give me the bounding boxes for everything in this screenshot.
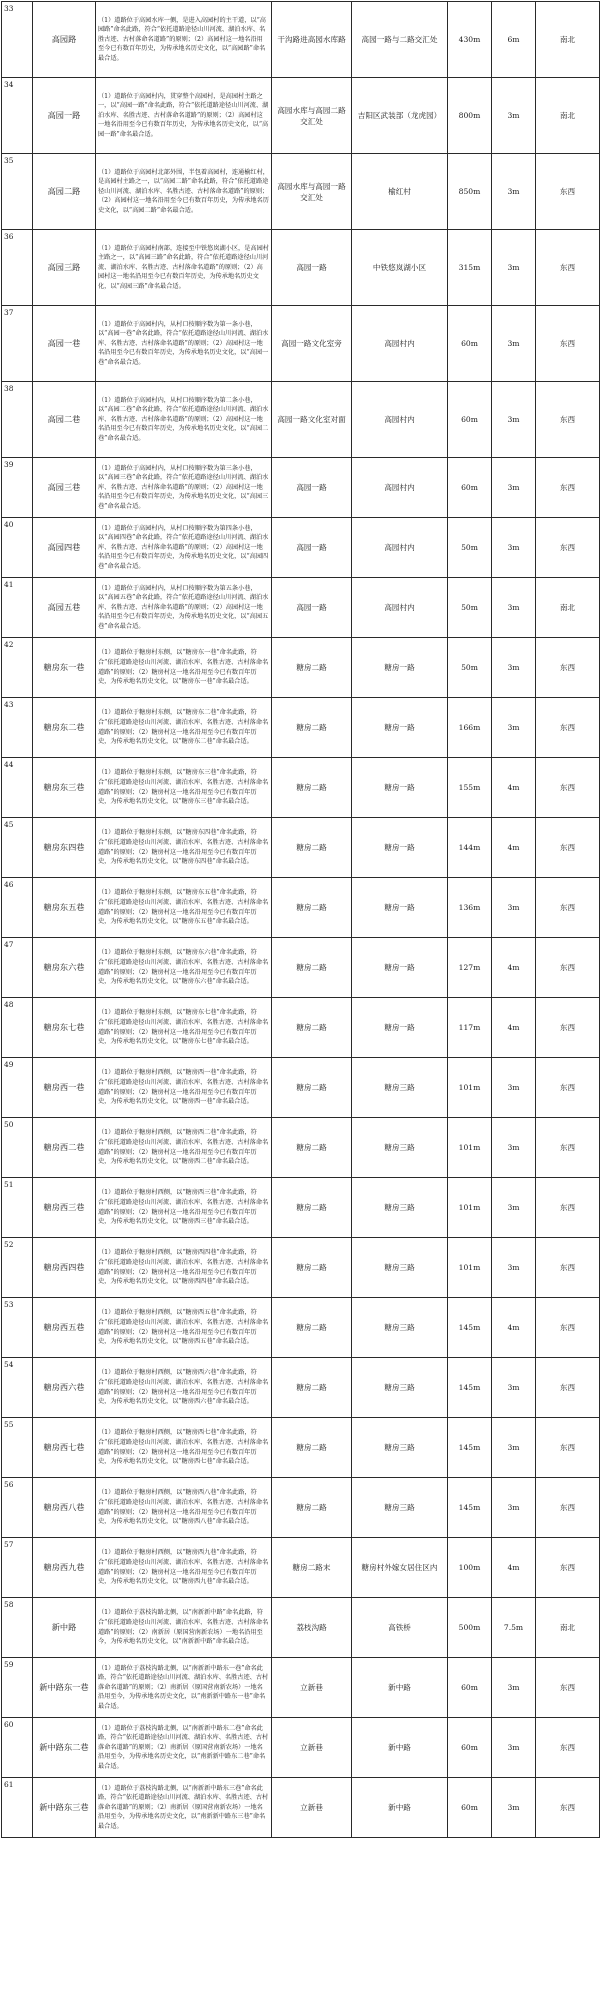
road-name: 糖房东六巷 <box>33 938 96 998</box>
table-row <box>2 306 600 382</box>
road-name: 高园三路 <box>33 230 96 306</box>
road-length: 155m <box>448 758 492 818</box>
road-direction: 东西 <box>536 1658 600 1718</box>
road-direction: 东西 <box>536 458 600 518</box>
road-length: 60m <box>448 1778 492 1838</box>
road-direction: 东西 <box>536 698 600 758</box>
road-number: 35 <box>2 154 33 230</box>
start-point: 糖房二路 <box>272 998 352 1058</box>
road-length: 50m <box>448 518 492 578</box>
road-width: 4m <box>492 1538 536 1598</box>
table-row <box>2 758 600 818</box>
end-point: 高园一路与二路交汇处 <box>352 2 448 78</box>
road-name: 糖房东五巷 <box>33 878 96 938</box>
table-row <box>2 1658 600 1718</box>
naming-rationale: （1）道路位于荔枝沟路北侧，以“南新新中路东一巷”命名此路，符合“依托道路途径山川河流、湖泊水库、名胜古迹、古村落命名道路”的原则；（2）南新居（原国营南新农场）一地名沿用至今，为传承地名历史文化，以“南新新中路东一巷”命名最合适。 <box>96 1658 272 1718</box>
end-point: 新中路 <box>352 1778 448 1838</box>
naming-rationale: （1）道路位于糖房村东侧，以“糖房东六巷”命名此路，符合“依托道路途径山川河流、湖泊水库、名胜古迹、古村落命名道路”的原则；（2）糖房村这一地名沿用至今已有数百年历史，为传承地名历史文化，以“糖房东六巷”命名最合适。 <box>96 938 272 998</box>
table-row <box>2 1598 600 1658</box>
road-width: 7.5m <box>492 1598 536 1658</box>
start-point: 高园一路 <box>272 578 352 638</box>
road-length: 145m <box>448 1418 492 1478</box>
road-number: 52 <box>2 1238 33 1298</box>
road-name: 高园五巷 <box>33 578 96 638</box>
table-row <box>2 154 600 230</box>
naming-rationale: （1）道路位于高园村北部外围，半包着高园村，连通榆红村，是高园村主路之一，以“高园二路”命名此路，符合“依托道路途径山川河流、湖泊水库、名胜古迹、古村落命名道路”的原则；（2）高园村这一地名沿用至今已有数百年历史，为传承地名历史文化，以“高园二路”命名最合适。 <box>96 154 272 230</box>
road-length: 60m <box>448 1718 492 1778</box>
road-width: 3m <box>492 1418 536 1478</box>
end-point: 榆红村 <box>352 154 448 230</box>
end-point: 糖房一路 <box>352 818 448 878</box>
road-name: 高园一巷 <box>33 306 96 382</box>
road-length: 127m <box>448 938 492 998</box>
table-row <box>2 2 600 78</box>
road-direction: 南北 <box>536 1598 600 1658</box>
road-length: 850m <box>448 154 492 230</box>
road-length: 60m <box>448 1658 492 1718</box>
table-row <box>2 230 600 306</box>
road-direction: 东西 <box>536 638 600 698</box>
start-point: 糖房二路 <box>272 1478 352 1538</box>
road-name: 新中路东三巷 <box>33 1778 96 1838</box>
road-name: 糖房西九巷 <box>33 1538 96 1598</box>
road-length: 500m <box>448 1598 492 1658</box>
road-number: 50 <box>2 1118 33 1178</box>
road-width: 3m <box>492 78 536 154</box>
naming-rationale: （1）道路位于糖房村东侧，以“糖房东四巷”命名此路，符合“依托道路途径山川河流、湖泊水库、名胜古迹、古村落命名道路”的原则；（2）糖房村这一地名沿用至今已有数百年历史，为传承地名历史文化，以“糖房东四巷”命名最合适。 <box>96 818 272 878</box>
road-width: 3m <box>492 638 536 698</box>
road-name: 新中路东一巷 <box>33 1658 96 1718</box>
road-name: 糖房东四巷 <box>33 818 96 878</box>
naming-rationale: （1）道路位于糖房村西侧，以“糖房西二巷”命名此路，符合“依托道路途径山川河流、湖泊水库、名胜古迹、古村落命名道路”的原则；（2）糖房村这一地名沿用至今已有数百年历史，为传承地名历史文化，以“糖房西二巷”命名最合适。 <box>96 1118 272 1178</box>
road-direction: 东西 <box>536 938 600 998</box>
table-row <box>2 382 600 458</box>
start-point: 糖房二路 <box>272 698 352 758</box>
end-point: 糖房一路 <box>352 878 448 938</box>
end-point: 高铁桥 <box>352 1598 448 1658</box>
naming-rationale: （1）道路位于高园村内，从村口按顺序数为第二条小巷，以“高园二巷”命名此路，符合“依托道路途径山川河流、湖泊水库、名胜古迹、古村落命名道路”的原则；（2）高园村这一地名沿用至今已有数百年历史，为传承地名历史文化，以“高园二巷”命名最合适。 <box>96 382 272 458</box>
naming-rationale: （1）道路位于高园村内，从村口按顺序数为第三条小巷，以“高园三巷”命名此路，符合“依托道路途径山川河流、湖泊水库、名胜古迹、古村落命名道路”的原则；（2）高园村这一地名沿用至今已有数百年历史，为传承地名历史文化，以“高园三巷”命名最合适。 <box>96 458 272 518</box>
table-row <box>2 578 600 638</box>
road-length: 101m <box>448 1058 492 1118</box>
naming-rationale: （1）道路位于高园村内，从村口按顺序数为第一条小巷，以“高园一巷”命名此路，符合“依托道路途径山川河流、湖泊水库、名胜古迹、古村落命名道路”的原则；（2）高园村这一地名沿用至今已有数百年历史，为传承地名历史文化，以“高园一巷”命名最合适。 <box>96 306 272 382</box>
road-length: 800m <box>448 78 492 154</box>
road-number: 44 <box>2 758 33 818</box>
road-width: 3m <box>492 518 536 578</box>
road-number: 33 <box>2 2 33 78</box>
road-number: 40 <box>2 518 33 578</box>
road-length: 145m <box>448 1358 492 1418</box>
road-length: 60m <box>448 458 492 518</box>
road-name: 高园二路 <box>33 154 96 230</box>
road-name: 高园四巷 <box>33 518 96 578</box>
road-name: 糖房西五巷 <box>33 1298 96 1358</box>
road-name: 糖房西四巷 <box>33 1238 96 1298</box>
start-point: 糖房二路 <box>272 638 352 698</box>
road-number: 46 <box>2 878 33 938</box>
road-width: 3m <box>492 1238 536 1298</box>
end-point: 高园村内 <box>352 306 448 382</box>
road-number: 45 <box>2 818 33 878</box>
naming-rationale: （1）道路位于糖房村东侧，以“糖房东三巷”命名此路，符合“依托道路途径山川河流、湖泊水库、名胜古迹、古村落命名道路”的原则；（2）糖房村这一地名沿用至今已有数百年历史，为传承地名历史文化，以“糖房东三巷”命名最合适。 <box>96 758 272 818</box>
naming-rationale: （1）道路位于高园村内，贯穿整个高园村，是高园村主路之一，以“高园一路”命名此路，符合“依托道路途径山川河流、湖泊水库、名胜古迹、古村落命名道路”的原则；（2）高园村这一地名沿用至今已有数百年历史，为传承地名历史文化，以“高园一路”命名最合适。 <box>96 78 272 154</box>
start-point: 高园一路 <box>272 518 352 578</box>
road-length: 50m <box>448 578 492 638</box>
road-direction: 南北 <box>536 578 600 638</box>
road-width: 3m <box>492 230 536 306</box>
naming-rationale: （1）道路位于糖房村东侧，以“糖房东七巷”命名此路，符合“依托道路途径山川河流、湖泊水库、名胜古迹、古村落命名道路”的原则；（2）糖房村这一地名沿用至今已有数百年历史，为传承地名历史文化，以“糖房东七巷”命名最合适。 <box>96 998 272 1058</box>
road-direction: 东西 <box>536 1238 600 1298</box>
road-number: 36 <box>2 230 33 306</box>
road-length: 145m <box>448 1478 492 1538</box>
road-width: 3m <box>492 306 536 382</box>
road-direction: 东西 <box>536 1298 600 1358</box>
road-width: 4m <box>492 758 536 818</box>
road-width: 3m <box>492 1478 536 1538</box>
road-length: 101m <box>448 1118 492 1178</box>
table-row <box>2 878 600 938</box>
start-point: 高园一路 <box>272 230 352 306</box>
start-point: 糖房二路 <box>272 878 352 938</box>
end-point: 中铁悠岚湖小区 <box>352 230 448 306</box>
naming-rationale: （1）道路位于糖房村西侧，以“糖房西五巷”命名此路，符合“依托道路途径山川河流、湖泊水库、名胜古迹、古村落命名道路”的原则；（2）糖房村这一地名沿用至今已有数百年历史，为传承地名历史文化，以“糖房西五巷”命名最合适。 <box>96 1298 272 1358</box>
end-point: 糖房三路 <box>352 1418 448 1478</box>
road-name: 高园路 <box>33 2 96 78</box>
road-number: 54 <box>2 1358 33 1418</box>
road-width: 3m <box>492 1718 536 1778</box>
road-width: 3m <box>492 1058 536 1118</box>
road-direction: 东西 <box>536 230 600 306</box>
road-name: 糖房东一巷 <box>33 638 96 698</box>
road-name: 高园一路 <box>33 78 96 154</box>
end-point: 新中路 <box>352 1718 448 1778</box>
road-direction: 东西 <box>536 1418 600 1478</box>
road-number: 41 <box>2 578 33 638</box>
road-width: 4m <box>492 938 536 998</box>
road-number: 51 <box>2 1178 33 1238</box>
road-number: 38 <box>2 382 33 458</box>
road-direction: 东西 <box>536 1178 600 1238</box>
road-name: 糖房西七巷 <box>33 1418 96 1478</box>
road-width: 3m <box>492 1118 536 1178</box>
table-row <box>2 1118 600 1178</box>
road-name: 高园二巷 <box>33 382 96 458</box>
road-number: 48 <box>2 998 33 1058</box>
table-row <box>2 1778 600 1838</box>
naming-rationale: （1）道路位于糖房村东侧，以“糖房东一巷”命名此路，符合“依托道路途径山川河流、湖泊水库、名胜古迹、古村落命名道路”的原则；（2）糖房村这一地名沿用至今已有数百年历史，为传承地名历史文化，以“糖房东一巷”命名最合适。 <box>96 638 272 698</box>
end-point: 糖房三路 <box>352 1238 448 1298</box>
road-direction: 东西 <box>536 1538 600 1598</box>
start-point: 糖房二路 <box>272 1418 352 1478</box>
road-name: 新中路东二巷 <box>33 1718 96 1778</box>
start-point: 立新巷 <box>272 1658 352 1718</box>
road-number: 61 <box>2 1778 33 1838</box>
naming-rationale: （1）道路位于糖房村西侧，以“糖房西一巷”命名此路，符合“依托道路途径山川河流、湖泊水库、名胜古迹、古村落命名道路”的原则；（2）糖房村这一地名沿用至今已有数百年历史，为传承地名历史文化，以“糖房西一巷”命名最合适。 <box>96 1058 272 1118</box>
naming-rationale: （1）道路位于糖房村东侧，以“糖房东五巷”命名此路，符合“依托道路途径山川河流、湖泊水库、名胜古迹、古村落命名道路”的原则；（2）糖房村这一地名沿用至今已有数百年历史，为传承地名历史文化，以“糖房东五巷”命名最合适。 <box>96 878 272 938</box>
road-width: 3m <box>492 1658 536 1718</box>
start-point: 糖房二路 <box>272 818 352 878</box>
naming-rationale: （1）道路位于高园村内，从村口按顺序数为第五条小巷，以“高园五巷”命名此路，符合“依托道路途径山川河流、湖泊水库、名胜古迹、古村落命名道路”的原则；（2）高园村这一地名沿用至今已有数百年历史，为传承地名历史文化，以“高园五巷”命名最合适。 <box>96 578 272 638</box>
naming-rationale: （1）道路位于荔枝沟路北侧，以“南新新中路东三巷”命名此路，符合“依托道路途径山川河流、湖泊水库、名胜古迹、古村落命名道路”的原则；（2）南新居（原国营南新农场）一地名沿用至今，为传承地名历史文化，以“南新新中路东三巷”命名最合适。 <box>96 1778 272 1838</box>
end-point: 高园村内 <box>352 518 448 578</box>
road-length: 60m <box>448 306 492 382</box>
start-point: 高园水库与高园二路交汇处 <box>272 78 352 154</box>
road-width: 3m <box>492 1778 536 1838</box>
end-point: 高园村内 <box>352 382 448 458</box>
end-point: 高园村内 <box>352 578 448 638</box>
start-point: 糖房二路 <box>272 938 352 998</box>
road-direction: 东西 <box>536 1058 600 1118</box>
road-length: 117m <box>448 998 492 1058</box>
road-naming-table <box>1 1 600 1838</box>
start-point: 糖房二路 <box>272 1298 352 1358</box>
naming-rationale: （1）道路位于糖房村西侧，以“糖房西九巷”命名此路，符合“依托道路途径山川河流、湖泊水库、名胜古迹、古村落命名道路”的原则；（2）糖房村这一地名沿用至今已有数百年历史，为传承地名历史文化，以“糖房西九巷”命名最合适。 <box>96 1538 272 1598</box>
road-direction: 东西 <box>536 1478 600 1538</box>
road-length: 100m <box>448 1538 492 1598</box>
road-width: 3m <box>492 458 536 518</box>
table-row <box>2 1358 600 1418</box>
road-width: 3m <box>492 578 536 638</box>
road-width: 3m <box>492 382 536 458</box>
start-point: 糖房二路 <box>272 1358 352 1418</box>
road-number: 57 <box>2 1538 33 1598</box>
naming-rationale: （1）道路位于糖房村西侧，以“糖房西六巷”命名此路，符合“依托道路途径山川河流、湖泊水库、名胜古迹、古村落命名道路”的原则；（2）糖房村这一地名沿用至今已有数百年历史，为传承地名历史文化，以“糖房西六巷”命名最合适。 <box>96 1358 272 1418</box>
road-number: 53 <box>2 1298 33 1358</box>
end-point: 吉阳区武装部（龙虎园） <box>352 78 448 154</box>
end-point: 糖房三路 <box>352 1058 448 1118</box>
road-direction: 东西 <box>536 1718 600 1778</box>
road-direction: 东西 <box>536 1778 600 1838</box>
road-length: 60m <box>448 382 492 458</box>
start-point: 干沟路进高园水库路 <box>272 2 352 78</box>
road-length: 136m <box>448 878 492 938</box>
naming-rationale: （1）道路位于糖房村西侧，以“糖房西三巷”命名此路，符合“依托道路途径山川河流、湖泊水库、名胜古迹、古村落命名道路”的原则；（2）糖房村这一地名沿用至今已有数百年历史，为传承地名历史文化，以“糖房西三巷”命名最合适。 <box>96 1178 272 1238</box>
start-point: 高园水库与高园一路交汇处 <box>272 154 352 230</box>
road-width: 3m <box>492 1358 536 1418</box>
naming-rationale: （1）道路位于糖房村西侧，以“糖房西四巷”命名此路，符合“依托道路途径山川河流、湖泊水库、名胜古迹、古村落命名道路”的原则；（2）糖房村这一地名沿用至今已有数百年历史，为传承地名历史文化，以“糖房西四巷”命名最合适。 <box>96 1238 272 1298</box>
road-direction: 东西 <box>536 818 600 878</box>
road-number: 47 <box>2 938 33 998</box>
road-direction: 东西 <box>536 878 600 938</box>
road-width: 6m <box>492 2 536 78</box>
road-direction: 东西 <box>536 518 600 578</box>
end-point: 糖房三路 <box>352 1178 448 1238</box>
road-number: 39 <box>2 458 33 518</box>
start-point: 糖房二路 <box>272 1178 352 1238</box>
road-number: 55 <box>2 1418 33 1478</box>
road-direction: 南北 <box>536 2 600 78</box>
start-point: 糖房二路末 <box>272 1538 352 1598</box>
road-length: 144m <box>448 818 492 878</box>
road-name: 新中路 <box>33 1598 96 1658</box>
road-direction: 东西 <box>536 758 600 818</box>
end-point: 糖房一路 <box>352 998 448 1058</box>
table-row <box>2 938 600 998</box>
naming-rationale: （1）道路位于高园村南部，连接至中铁悠岚湖小区，是高园村主路之一，以“高园三路”命名此路，符合“依托道路途径山川河流、湖泊水库、名胜古迹、古村落命名道路”的原则；（2）高园村这一地名沿用至今已有数百年历史，为传承地名历史文化，以“高园三路”命名最合适。 <box>96 230 272 306</box>
start-point: 高园一路文化室对面 <box>272 382 352 458</box>
road-name: 高园三巷 <box>33 458 96 518</box>
road-number: 59 <box>2 1658 33 1718</box>
naming-rationale: （1）道路位于高园水库一侧，是进入高园村的主干道，以“高园路”命名此路，符合“依托道路途径山川河流、湖泊水库、名胜古迹、古村落命名道路”的原则；（2）高园村这一地名沿用至今已有数百年历史，为传承地名历史文化，以“高园路”命名最合适。 <box>96 2 272 78</box>
naming-rationale: （1）道路位于糖房村西侧，以“糖房西八巷”命名此路，符合“依托道路途径山川河流、湖泊水库、名胜古迹、古村落命名道路”的原则；（2）糖房村这一地名沿用至今已有数百年历史，为传承地名历史文化，以“糖房西八巷”命名最合适。 <box>96 1478 272 1538</box>
road-length: 101m <box>448 1178 492 1238</box>
road-direction: 东西 <box>536 382 600 458</box>
end-point: 糖房一路 <box>352 698 448 758</box>
road-width: 3m <box>492 698 536 758</box>
table-row <box>2 518 600 578</box>
road-name: 糖房西三巷 <box>33 1178 96 1238</box>
road-width: 4m <box>492 818 536 878</box>
table-row <box>2 1418 600 1478</box>
road-number: 37 <box>2 306 33 382</box>
naming-rationale: （1）道路位于糖房村东侧，以“糖房东二巷”命名此路，符合“依托道路途径山川河流、湖泊水库、名胜古迹、古村落命名道路”的原则；（2）糖房村这一地名沿用至今已有数百年历史，为传承地名历史文化，以“糖房东二巷”命名最合适。 <box>96 698 272 758</box>
road-width: 3m <box>492 1178 536 1238</box>
end-point: 糖房一路 <box>352 938 448 998</box>
road-length: 430m <box>448 2 492 78</box>
road-name: 糖房西二巷 <box>33 1118 96 1178</box>
road-direction: 东西 <box>536 1118 600 1178</box>
start-point: 立新巷 <box>272 1718 352 1778</box>
road-direction: 东西 <box>536 306 600 382</box>
road-name: 糖房西六巷 <box>33 1358 96 1418</box>
road-name: 糖房西一巷 <box>33 1058 96 1118</box>
end-point: 高园村内 <box>352 458 448 518</box>
naming-rationale: （1）道路位于荔枝沟路北侧，以“南新新中路”命名此路，符合“依托道路途径山川河流、湖泊水库、名胜古迹、古村落命名道路”的原则；（2）南新居（原国营南新农场）一地名沿用至今，为传承地名历史文化，以“南新新中路”命名最合适。 <box>96 1598 272 1658</box>
table-row <box>2 698 600 758</box>
table-row <box>2 638 600 698</box>
road-direction: 东西 <box>536 154 600 230</box>
start-point: 立新巷 <box>272 1778 352 1838</box>
naming-rationale: （1）道路位于糖房村西侧，以“糖房西七巷”命名此路，符合“依托道路途径山川河流、湖泊水库、名胜古迹、古村落命名道路”的原则；（2）糖房村这一地名沿用至今已有数百年历史，为传承地名历史文化，以“糖房西七巷”命名最合适。 <box>96 1418 272 1478</box>
start-point: 糖房二路 <box>272 1238 352 1298</box>
table-body <box>2 2 600 1838</box>
road-number: 42 <box>2 638 33 698</box>
road-width: 3m <box>492 878 536 938</box>
start-point: 糖房二路 <box>272 1058 352 1118</box>
road-length: 166m <box>448 698 492 758</box>
start-point: 高园一路 <box>272 458 352 518</box>
table-row <box>2 458 600 518</box>
table-row <box>2 78 600 154</box>
naming-rationale: （1）道路位于高园村内，从村口按顺序数为第四条小巷，以“高园四巷”命名此路，符合“依托道路途径山川河流、湖泊水库、名胜古迹、古村落命名道路”的原则；（2）高园村这一地名沿用至今已有数百年历史，为传承地名历史文化，以“高园四巷”命名最合适。 <box>96 518 272 578</box>
road-name: 糖房东二巷 <box>33 698 96 758</box>
table-row <box>2 1178 600 1238</box>
road-direction: 南北 <box>536 78 600 154</box>
road-length: 315m <box>448 230 492 306</box>
road-number: 56 <box>2 1478 33 1538</box>
table-row <box>2 1058 600 1118</box>
table-row <box>2 1718 600 1778</box>
table-row <box>2 998 600 1058</box>
table-row <box>2 1298 600 1358</box>
road-number: 43 <box>2 698 33 758</box>
end-point: 糖房村外嫁女居住区内 <box>352 1538 448 1598</box>
road-length: 101m <box>448 1238 492 1298</box>
road-width: 3m <box>492 154 536 230</box>
road-length: 145m <box>448 1298 492 1358</box>
road-number: 49 <box>2 1058 33 1118</box>
road-number: 60 <box>2 1718 33 1778</box>
start-point: 糖房二路 <box>272 1118 352 1178</box>
table-row <box>2 1478 600 1538</box>
naming-rationale: （1）道路位于荔枝沟路北侧，以“南新新中路东二巷”命名此路，符合“依托道路途径山川河流、湖泊水库、名胜古迹、古村落命名道路”的原则；（2）南新居（原国营南新农场）一地名沿用至今，为传承地名历史文化，以“南新新中路东二巷”命名最合适。 <box>96 1718 272 1778</box>
end-point: 糖房一路 <box>352 758 448 818</box>
end-point: 糖房三路 <box>352 1118 448 1178</box>
table-row <box>2 818 600 878</box>
road-length: 50m <box>448 638 492 698</box>
road-number: 58 <box>2 1598 33 1658</box>
road-width: 4m <box>492 998 536 1058</box>
start-point: 糖房二路 <box>272 758 352 818</box>
road-direction: 东西 <box>536 1358 600 1418</box>
road-width: 4m <box>492 1298 536 1358</box>
road-name: 糖房东三巷 <box>33 758 96 818</box>
end-point: 糖房一路 <box>352 638 448 698</box>
end-point: 糖房三路 <box>352 1478 448 1538</box>
table-row <box>2 1538 600 1598</box>
table-row <box>2 1238 600 1298</box>
start-point: 荔枝沟路 <box>272 1598 352 1658</box>
road-name: 糖房西八巷 <box>33 1478 96 1538</box>
end-point: 糖房三路 <box>352 1298 448 1358</box>
road-direction: 东西 <box>536 998 600 1058</box>
road-number: 34 <box>2 78 33 154</box>
road-name: 糖房东七巷 <box>33 998 96 1058</box>
end-point: 新中路 <box>352 1658 448 1718</box>
end-point: 糖房三路 <box>352 1358 448 1418</box>
start-point: 高园一路文化室旁 <box>272 306 352 382</box>
